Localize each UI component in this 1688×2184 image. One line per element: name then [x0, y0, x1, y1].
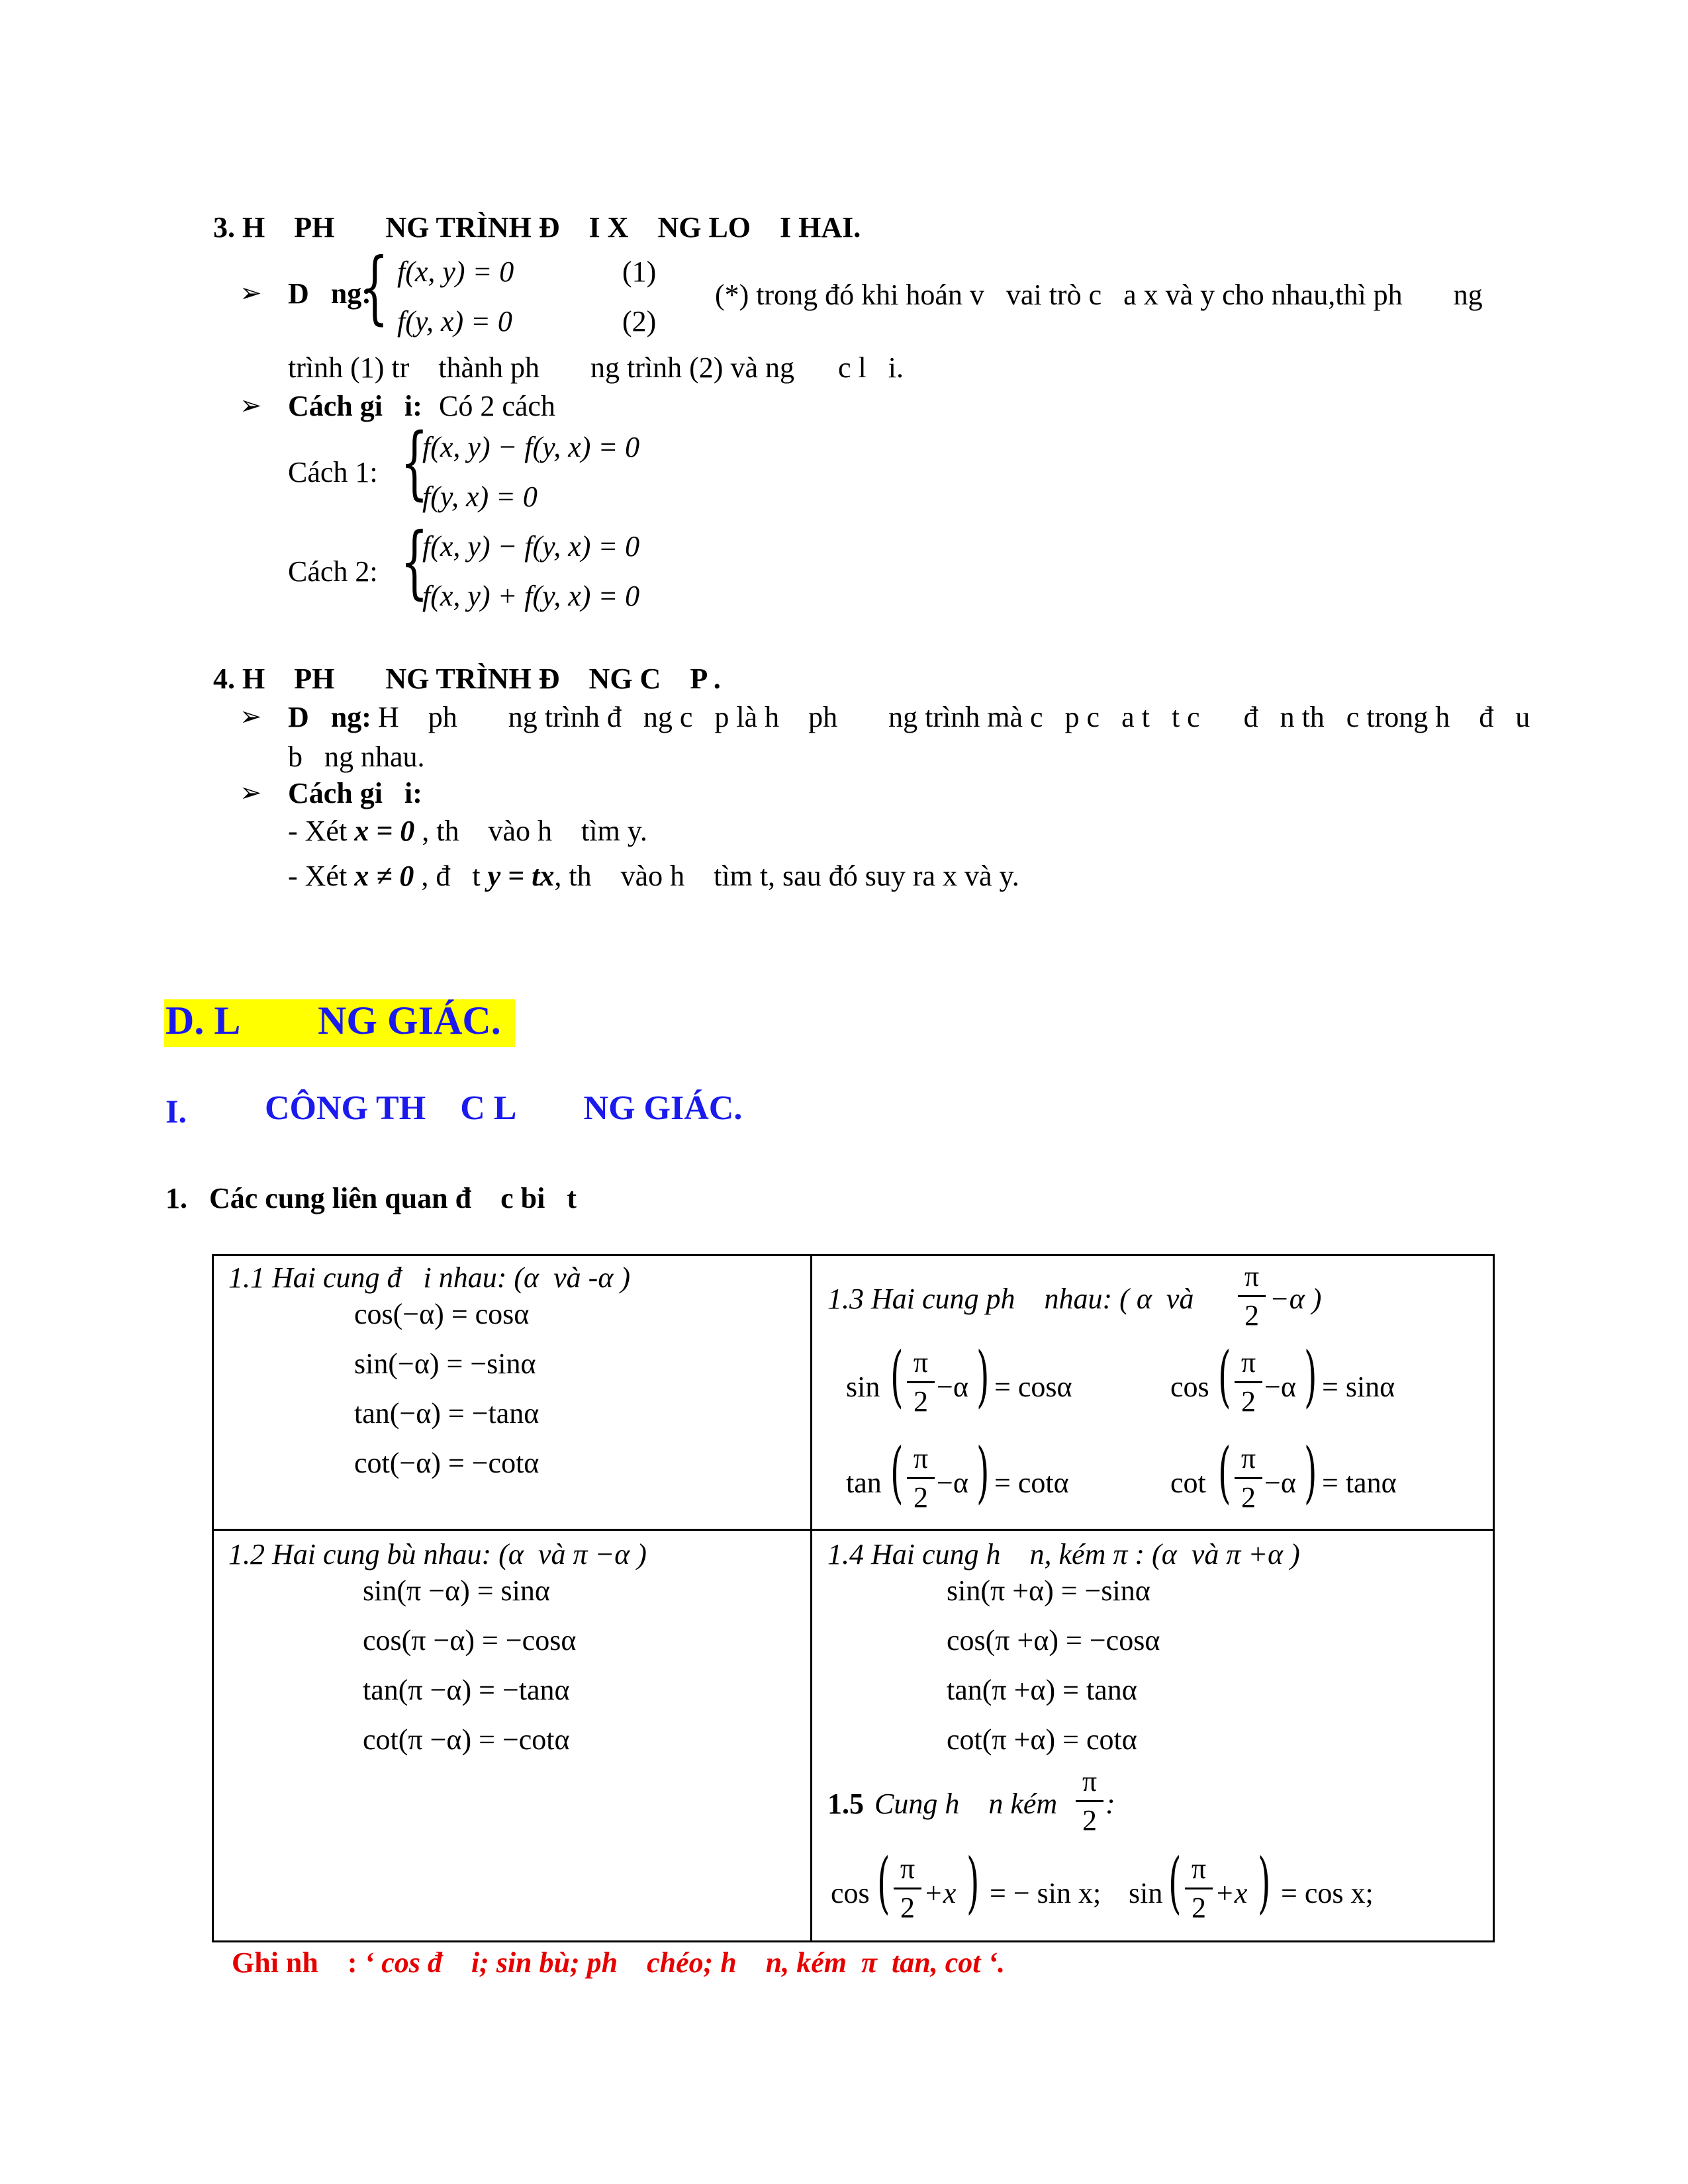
fn-sin: sin — [1129, 1877, 1163, 1909]
cell-1-4-line: sin(π +α) = −sinα — [947, 1574, 1150, 1607]
cell-1-2-line: tan(π −α) = −tanα — [363, 1674, 570, 1706]
section-3-title: 3. H PH NG TRÌNH Đ I X NG LO I HAI. — [213, 211, 861, 244]
system-eq-1-number: (1) — [622, 255, 657, 288]
system-eq-2-number: (2) — [622, 305, 657, 338]
sec4-cach-giai-label: Cách gi i: — [288, 777, 422, 809]
note: Ghi nh : ‘ cos đ i; sin bù; ph chéo; h n, kém π tan, cot ‘. — [232, 1946, 1006, 1979]
left-brace-icon: { — [361, 242, 389, 334]
cell-1-5-title: Cung h n kém — [867, 1788, 1065, 1820]
plus-x: +x — [923, 1877, 957, 1909]
result-tan-alpha: = tanα — [1322, 1467, 1397, 1499]
section-i-title: CÔNG TH C L NG GIÁC. — [265, 1089, 743, 1127]
right-paren: ) — [976, 1433, 990, 1511]
fraction-pi-over-2: π 2 — [907, 1443, 935, 1514]
minus-alpha: −α — [1264, 1467, 1296, 1499]
left-paren: ( — [1218, 1433, 1231, 1511]
cell-1-4-title: 1.4 Hai cung h n, kém π : (α và π +α ) — [827, 1538, 1300, 1570]
cell-1-1-line: cot(−α) = −cotα — [354, 1447, 539, 1479]
right-paren: ) — [1304, 1338, 1317, 1415]
minus-alpha: −α — [937, 1467, 968, 1499]
cach-giai-text: Có 2 cách — [432, 390, 555, 422]
cell-1-1-line: tan(−α) = −tanα — [354, 1397, 539, 1430]
right-paren: ) — [1304, 1433, 1317, 1511]
result-cos-alpha: = cosα — [994, 1371, 1072, 1403]
cell-1-2-line: sin(π −α) = sinα — [363, 1574, 550, 1607]
minus-alpha: −α — [937, 1371, 968, 1403]
fraction-pi-over-2: π 2 — [1076, 1766, 1103, 1837]
cell-1-2-line: cot(π −α) = −cotα — [363, 1723, 570, 1756]
bullet-arrow-icon: ➢ — [240, 702, 262, 732]
left-paren: ( — [1218, 1338, 1231, 1415]
fn-cot: cot — [1170, 1467, 1206, 1499]
fn-sin: sin — [846, 1371, 880, 1403]
fn-cos: cos — [831, 1877, 870, 1909]
sec4-step-1: - Xét x = 0 , th vào h tìm y. — [288, 815, 647, 847]
cach-1-eq-2: f(y, x) = 0 — [422, 480, 538, 513]
cell-1-5-colon: : — [1105, 1788, 1115, 1820]
fraction-pi-over-2: π 2 — [1235, 1347, 1262, 1418]
left-paren: ( — [1168, 1844, 1182, 1921]
minus-alpha: −α — [1264, 1371, 1296, 1403]
fraction-pi-over-2: π 2 — [1235, 1443, 1262, 1514]
result-sin-alpha: = sinα — [1322, 1371, 1395, 1403]
bullet-arrow-icon: ➢ — [240, 278, 262, 308]
fn-cos: cos — [1170, 1371, 1209, 1403]
table-divider-horizontal — [212, 1529, 1495, 1531]
cell-1-4-line: cot(π +α) = cotα — [947, 1723, 1137, 1756]
bullet-arrow-icon: ➢ — [240, 778, 262, 808]
result-cot-alpha: = cotα — [994, 1467, 1069, 1499]
sec4-dang-text: H ph ng trình đ ng c p là h ph ng trình mà c p c a t t c đ n th c trong h đ u — [371, 701, 1530, 733]
sec4-dang-label: D ng: — [288, 701, 371, 733]
left-paren: ( — [877, 1844, 890, 1921]
plus-x: +x — [1215, 1877, 1248, 1909]
right-paren: ) — [1258, 1844, 1271, 1921]
cell-1-4-line: tan(π +α) = tanα — [947, 1674, 1137, 1706]
cell-1-2-title: 1.2 Hai cung bù nhau: (α và π −α ) — [228, 1538, 647, 1570]
sec4-step-2: - Xét x ≠ 0 , đ t y = tx, th vào h tìm t, sau đó suy ra x và y. — [288, 860, 1019, 892]
cach-1-label: Cách 1: — [288, 456, 378, 488]
section-4-title: 4. H PH NG TRÌNH Đ NG C P . — [213, 662, 721, 695]
cach-1-eq-1: f(x, y) − f(y, x) = 0 — [422, 431, 640, 463]
section-d-title: D. L NG GIÁC. — [165, 999, 501, 1042]
cell-1-3-title: 1.3 Hai cung ph nhau: ( α và — [827, 1283, 1201, 1315]
cell-1-1-title: 1.1 Hai cung đ i nhau: (α và -α ) — [228, 1261, 631, 1294]
cell-1-1-line: cos(−α) = cosα — [354, 1298, 530, 1330]
dang-label: D ng: — [288, 277, 371, 310]
right-paren: ) — [976, 1338, 990, 1415]
cell-1-5-number: 1.5 — [827, 1788, 864, 1820]
result-cos-x: = cos x; — [1281, 1877, 1374, 1909]
system-eq-2: f(y, x) = 0 — [397, 305, 512, 338]
fn-tan: tan — [846, 1467, 882, 1499]
cach-giai-label: Cách gi i: — [288, 390, 422, 422]
dang-description: (*) trong đó khi hoán v vai trò c a x và y cho nhau,thì ph ng — [715, 279, 1483, 311]
cell-1-2-line: cos(π −α) = −cosα — [363, 1624, 577, 1657]
right-paren: ) — [966, 1844, 980, 1921]
cach-2-label: Cách 2: — [288, 555, 378, 588]
left-paren: ( — [890, 1433, 904, 1511]
subsection-1-title: 1. Các cung liên quan đ c bi t — [165, 1182, 577, 1214]
fraction-pi-over-2: π 2 — [1238, 1261, 1266, 1332]
section-i-number: I. — [165, 1093, 187, 1130]
table-divider-vertical — [810, 1254, 812, 1942]
left-brace-icon: { — [400, 417, 428, 509]
bullet-arrow-icon: ➢ — [240, 390, 262, 421]
fraction-pi-over-2: π 2 — [1185, 1853, 1213, 1924]
fraction-pi-over-2: π 2 — [894, 1853, 921, 1924]
cell-1-3-title-end: −α ) — [1270, 1283, 1322, 1315]
cach-2-eq-2: f(x, y) + f(y, x) = 0 — [422, 580, 640, 612]
cell-1-4-line: cos(π +α) = −cosα — [947, 1624, 1160, 1657]
result-minus-sin-x: = − sin x; — [990, 1877, 1102, 1909]
left-paren: ( — [890, 1338, 904, 1415]
fraction-pi-over-2: π 2 — [907, 1347, 935, 1418]
system-eq-1: f(x, y) = 0 — [397, 255, 514, 288]
cach-2-eq-1: f(x, y) − f(y, x) = 0 — [422, 530, 640, 563]
dang-description-cont: trình (1) tr thành ph ng trình (2) và ng c l i. — [288, 351, 904, 384]
cell-1-1-line: sin(−α) = −sinα — [354, 1347, 536, 1380]
sec4-dang-text-cont: b ng nhau. — [288, 741, 425, 773]
left-brace-icon: { — [400, 516, 428, 608]
